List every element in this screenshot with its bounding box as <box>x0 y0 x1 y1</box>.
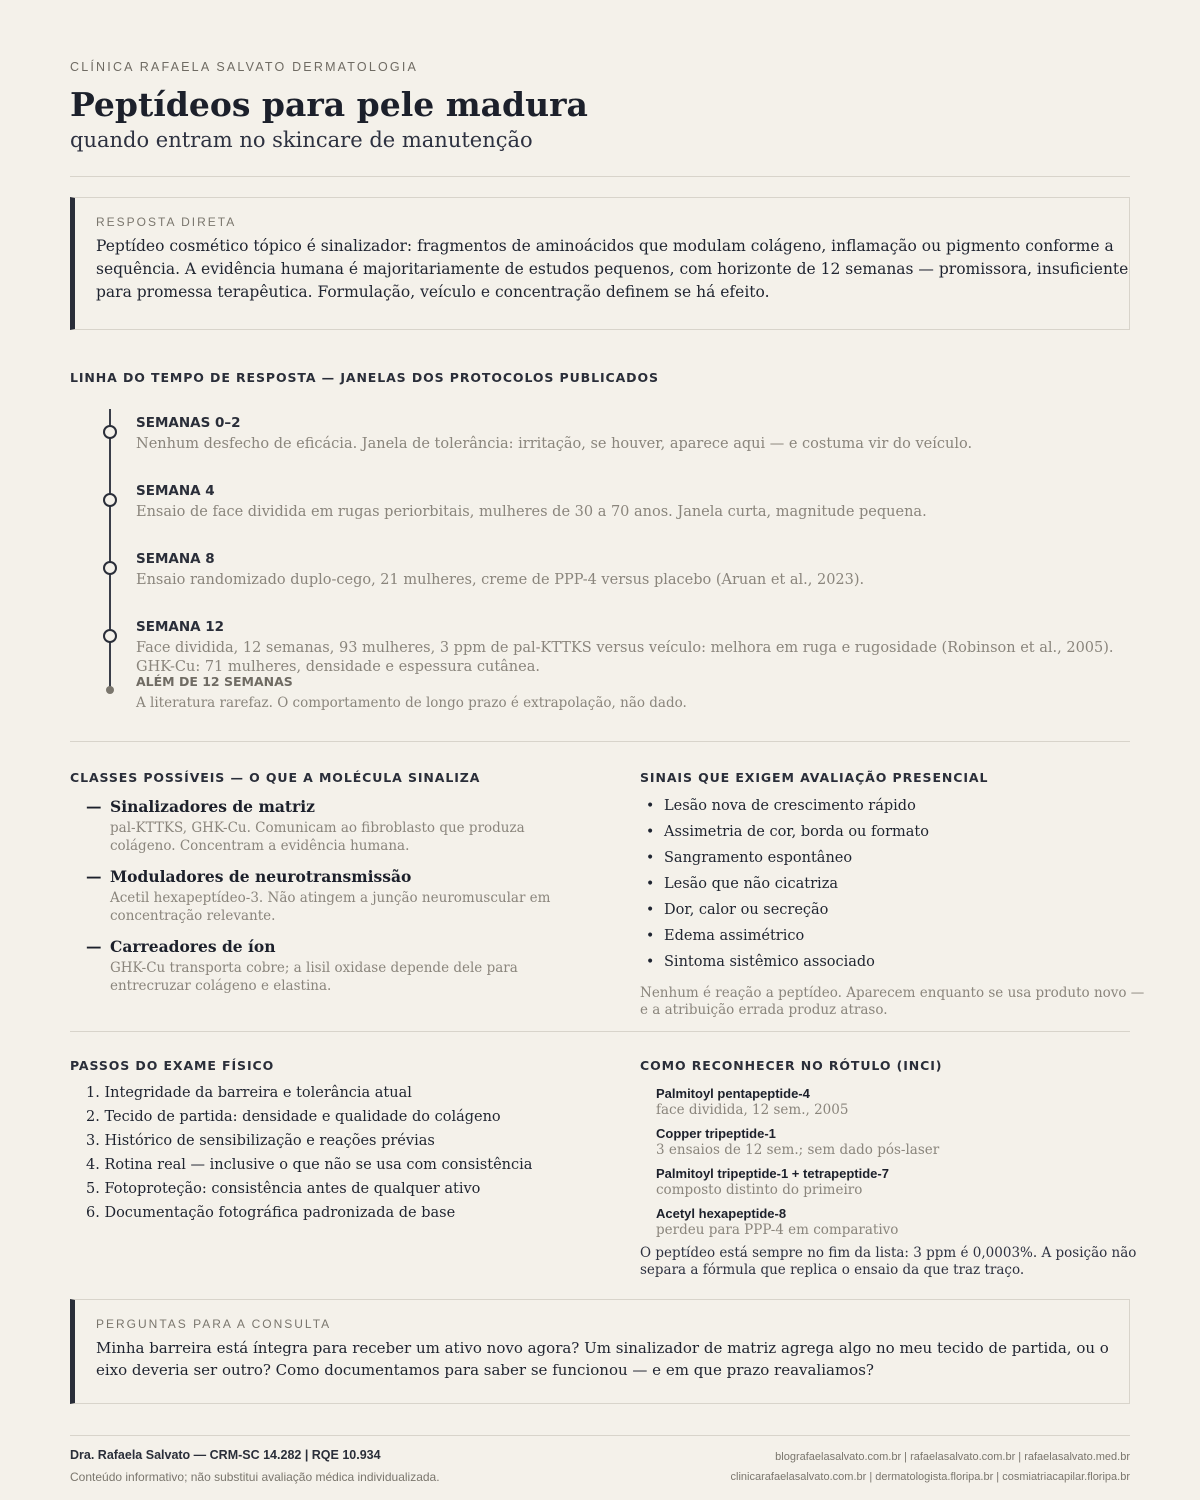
inci-desc: 3 ensaios de 12 sem.; sem dado pós-laser <box>656 1142 940 1158</box>
exam-step: 3. Histórico de sensibilização e reações prévias <box>86 1133 435 1149</box>
inci-desc: face dividida, 12 sem., 2005 <box>656 1102 849 1118</box>
inci-name: Acetyl hexapeptide-8 <box>656 1206 787 1221</box>
class-item <box>86 867 556 925</box>
timeline-dot <box>103 493 117 507</box>
footer-author: Dra. Rafaela Salvato — CRM-SC 14.282 | RQE 10.934 <box>70 1448 381 1462</box>
dash-icon: — <box>86 937 102 956</box>
bullet-icon: • <box>646 824 655 840</box>
bullet-icon: • <box>646 902 655 918</box>
direct-answer-label: RESPOSTA DIRETA <box>96 215 237 229</box>
direct-answer-box <box>70 197 1130 330</box>
footer-disclaimer: Conteúdo informativo; não substitui avaliação médica individualizada. <box>70 1470 440 1484</box>
questions-text: Minha barreira está íntegra para receber um ativo novo agora? Um sinalizador de matriz agrega algo no meu tecido de partida, ou o eixo deveria ser outro? Como documentamos para saber se funcionou — e em que prazo reavaliamos? <box>96 1339 1109 1379</box>
signs-heading: SINAIS QUE EXIGEM AVALIAÇÃO PRESENCIAL <box>640 770 989 785</box>
inci-heading: COMO RECONHECER NO RÓTULO (INCI) <box>640 1058 943 1073</box>
inci-name: Palmitoyl pentapeptide-4 <box>656 1086 810 1101</box>
timeline-text: Ensaio de face dividida em rugas periorbitais, mulheres de 30 a 70 anos. Janela curta, magnitude pequena. <box>136 504 927 520</box>
class-title: — Carreadores de íon <box>86 937 276 956</box>
sign-item: • Lesão que não cicatriza <box>646 876 838 892</box>
sign-item: • Sintoma sistêmico associado <box>646 954 875 970</box>
exam-heading: PASSOS DO EXAME FÍSICO <box>70 1058 275 1073</box>
timeline-dot <box>103 425 117 439</box>
inci-name: Copper tripeptide-1 <box>656 1126 776 1141</box>
timeline-dot <box>103 629 117 643</box>
sign-item: • Assimetria de cor, borda ou formato <box>646 824 929 840</box>
class-title: — Moduladores de neurotransmissão <box>86 867 412 886</box>
clinic-name: CLÍNICA RAFAELA SALVATO DERMATOLOGIA <box>70 60 419 74</box>
timeline-label: ALÉM DE 12 SEMANAS <box>136 674 293 689</box>
class-title: — Sinalizadores de matriz <box>86 797 315 816</box>
exam-step: 5. Fotoproteção: consistência antes de qualquer ativo <box>86 1181 481 1197</box>
divider <box>70 176 1130 177</box>
sign-item: • Edema assimétrico <box>646 928 805 944</box>
timeline-line <box>109 409 111 690</box>
timeline-label: SEMANA 4 <box>136 483 215 499</box>
exam-step: 2. Tecido de partida: densidade e qualidade do colágeno <box>86 1109 501 1125</box>
class-item <box>86 937 556 995</box>
timeline-text: Nenhum desfecho de eficácia. Janela de tolerância: irritação, se houver, aparece aqui — e costuma vir do veículo. <box>136 436 973 452</box>
bullet-icon: • <box>646 928 655 944</box>
bullet-icon: • <box>646 850 655 866</box>
bullet-icon: • <box>646 954 655 970</box>
divider <box>70 1031 1130 1032</box>
page-subtitle: quando entram no skincare de manutenção <box>70 128 533 152</box>
sign-item: • Dor, calor ou secreção <box>646 902 829 918</box>
timeline-text: GHK-Cu: 71 mulheres, densidade e espessura cutânea. <box>136 659 540 675</box>
footer-links: blografaelasalvato.com.br | rafaelasalvato.com.br | rafaelasalvato.med.br <box>775 1451 1130 1463</box>
divider <box>70 1435 1130 1436</box>
sign-item: • Lesão nova de crescimento rápido <box>646 798 916 814</box>
signs-note: Nenhum é reação a peptídeo. Aparecem enquanto se usa produto novo — e a atribuição errada produz atraso. <box>640 985 1145 1018</box>
class-desc: GHK-Cu transporta cobre; a lisil oxidase depende dele para entrecruzar colágeno e elastina. <box>110 960 518 994</box>
timeline-heading: LINHA DO TEMPO DE RESPOSTA — JANELAS DOS PROTOCOLOS PUBLICADOS <box>70 370 659 385</box>
page-title: Peptídeos para pele madura <box>70 85 588 124</box>
class-item <box>86 797 556 855</box>
class-desc: Acetil hexapeptídeo-3. Não atingem a junção neuromuscular em concentração relevante. <box>110 890 551 924</box>
classes-heading: CLASSES POSSÍVEIS — O QUE A MOLÉCULA SINALIZA <box>70 770 481 785</box>
sign-item: • Sangramento espontâneo <box>646 850 853 866</box>
timeline-end-dot <box>106 686 114 694</box>
timeline-label: SEMANA 8 <box>136 551 215 567</box>
timeline-label: SEMANA 12 <box>136 619 225 635</box>
questions-box <box>70 1299 1130 1404</box>
exam-step: 4. Rotina real — inclusive o que não se usa com consistência <box>86 1157 533 1173</box>
timeline-text: A literatura rarefaz. O comportamento de longo prazo é extrapolação, não dado. <box>136 695 687 711</box>
inci-desc: perdeu para PPP-4 em comparativo <box>656 1222 899 1238</box>
dash-icon: — <box>86 867 102 886</box>
divider <box>70 741 1130 742</box>
timeline-text: Ensaio randomizado duplo-cego, 21 mulheres, creme de PPP-4 versus placebo (Aruan et al., 2023). <box>136 572 865 588</box>
direct-answer-text: Peptídeo cosmético tópico é sinalizador: fragmentos de aminoácidos que modulam colágeno, inflamação ou pigmento conforme a sequência. A evidência humana é majoritariamente de estudos pequenos, com horizonte de 12 semanas — promissora, insuficiente para promessa terapêutica. Formulação, veículo e concentração definem se há efeito. <box>96 237 1129 301</box>
questions-label: PERGUNTAS PARA A CONSULTA <box>96 1317 332 1331</box>
timeline-label: SEMANAS 0–2 <box>136 415 241 431</box>
exam-step: 1. Integridade da barreira e tolerância atual <box>86 1085 412 1101</box>
dash-icon: — <box>86 797 102 816</box>
timeline-text: Face dividida, 12 semanas, 93 mulheres, 3 ppm de pal-KTTKS versus veículo: melhora em ruga e rugosidade (Robinson et al., 2005). <box>136 640 1114 656</box>
exam-step: 6. Documentação fotográfica padronizada de base <box>86 1205 456 1221</box>
bullet-icon: • <box>646 798 655 814</box>
inci-desc: composto distinto do primeiro <box>656 1182 863 1198</box>
timeline-dot <box>103 561 117 575</box>
class-desc: pal-KTTKS, GHK-Cu. Comunicam ao fibroblasto que produza colágeno. Concentram a evidência humana. <box>110 820 525 854</box>
bullet-icon: • <box>646 876 655 892</box>
inci-name: Palmitoyl tripeptide-1 + tetrapeptide-7 <box>656 1166 889 1181</box>
footer-links: clinicarafaelasalvato.com.br | dermatologista.floripa.br | cosmiatriacapilar.floripa.br <box>730 1471 1130 1483</box>
inci-note: O peptídeo está sempre no fim da lista: 3 ppm é 0,0003%. A posição não separa a fórmula que replica o ensaio da que traz traço. <box>640 1245 1137 1278</box>
